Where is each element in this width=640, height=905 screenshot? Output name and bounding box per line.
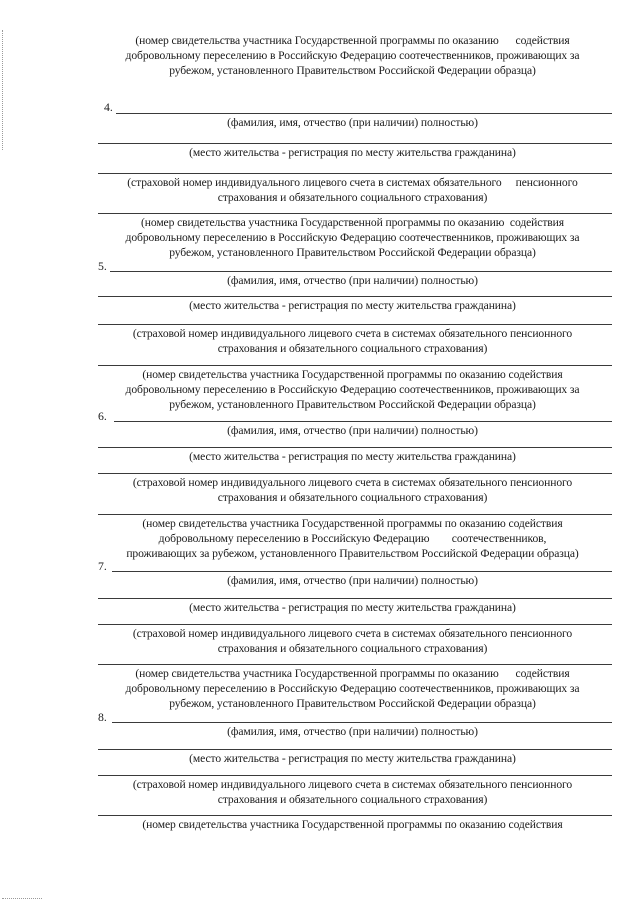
certificate-caption-line: добровольному переселению в Российскую Федерацию соотечественников, проживающих за — [125, 682, 580, 695]
certificate-caption-line: (номер свидетельства участника Государственной программы по оказанию содействия — [135, 34, 570, 47]
snils-caption-line: страхования и обязательного социального страхования) — [217, 491, 488, 504]
residence-caption: (место жительства - регистрация по месту жительства гражданина) — [189, 146, 516, 159]
certificate-caption-line: рубежом, установленного Правительством Российской Федерации образца) — [169, 64, 536, 77]
snils-caption-line: (страховой номер индивидуального лицевого счета в системах обязательного пенсионного — [132, 327, 573, 340]
snils-caption-line: (страховой номер индивидуального лицевого счета в системах обязательного пенсионного — [127, 176, 578, 189]
fio-caption: (фамилия, имя, отчество (при наличии) полностью) — [227, 424, 478, 437]
fio-caption: (фамилия, имя, отчество (при наличии) полностью) — [227, 574, 478, 587]
snils-caption-line: страхования и обязательного социального страхования) — [217, 642, 488, 655]
fio-caption: (фамилия, имя, отчество (при наличии) полностью) — [227, 116, 478, 129]
fio-fill-line — [116, 113, 612, 114]
snils-caption-line: страхования и обязательного социального страхования) — [217, 342, 488, 355]
residence-fill-line — [98, 598, 612, 599]
certificate-caption-line: добровольному переселению в Российскую Федерацию соотечественников, проживающих за — [125, 231, 580, 244]
certificate-fill-line — [98, 664, 612, 665]
residence-fill-line — [98, 296, 612, 297]
snils-caption-line: страхования и обязательного социального страхования) — [217, 793, 488, 806]
scan-margin-mark — [2, 30, 6, 150]
residence-caption: (место жительства - регистрация по месту жительства гражданина) — [189, 450, 516, 463]
residence-fill-line — [98, 143, 612, 144]
certificate-caption-line: (номер свидетельства участника Государственной программы по оказанию содействия — [142, 818, 563, 831]
snils-caption-line: страхования и обязательного социального страхования) — [217, 191, 488, 204]
fio-fill-line — [110, 271, 612, 272]
fio-fill-line — [112, 571, 612, 572]
fio-fill-line — [114, 421, 612, 422]
certificate-fill-line — [98, 815, 612, 816]
fio-caption: (фамилия, имя, отчество (при наличии) полностью) — [227, 725, 478, 738]
residence-caption: (место жительства - регистрация по месту жительства гражданина) — [189, 601, 516, 614]
certificate-caption-line: добровольному переселению в Российскую Федерацию соотечественников, проживающих за — [125, 49, 580, 62]
residence-fill-line — [98, 749, 612, 750]
snils-caption-line: (страховой номер индивидуального лицевого счета в системах обязательного пенсионного — [132, 778, 573, 791]
residence-caption: (место жительства - регистрация по месту жительства гражданина) — [189, 752, 516, 765]
snils-fill-line — [98, 775, 612, 776]
fio-caption: (фамилия, имя, отчество (при наличии) полностью) — [227, 274, 478, 287]
snils-fill-line — [98, 324, 612, 325]
certificate-fill-line — [98, 514, 612, 515]
item-number: 4. — [104, 100, 113, 114]
certificate-caption-line: (номер свидетельства участника Государственной программы по оказанию содействия — [142, 368, 563, 381]
certificate-caption-line: добровольному переселению в Российскую Федерацию соотечественников, — [158, 532, 547, 545]
certificate-caption-line: проживающих за рубежом, установленного Правительством Российской Федерации образца) — [126, 547, 579, 560]
snils-caption-line: (страховой номер индивидуального лицевого счета в системах обязательного пенсионного — [132, 627, 573, 640]
item-number: 6. — [98, 409, 107, 423]
snils-caption-line: (страховой номер индивидуального лицевого счета в системах обязательного пенсионного — [132, 476, 573, 489]
residence-fill-line — [98, 447, 612, 448]
certificate-caption-line: (номер свидетельства участника Государственной программы по оказанию содействия — [142, 517, 563, 530]
certificate-caption-line: (номер свидетельства участника Государственной программы по оказанию содействия — [135, 667, 570, 680]
snils-fill-line — [98, 624, 612, 625]
scan-footer-mark — [2, 898, 42, 899]
certificate-caption-line: рубежом, установленного Правительством Российской Федерации образца) — [169, 697, 536, 710]
certificate-fill-line — [98, 365, 612, 366]
certificate-caption-line: добровольному переселению в Российскую Федерацию соотечественников, проживающих за — [125, 383, 580, 396]
fio-fill-line — [112, 722, 612, 723]
item-number: 7. — [98, 559, 107, 573]
certificate-caption-line: рубежом, установленного Правительством Российской Федерации образца) — [169, 398, 536, 411]
certificate-caption-line: (номер свидетельства участника Государственной программы по оказанию содействия — [140, 216, 565, 229]
certificate-caption-line: рубежом, установленного Правительством Российской Федерации образца) — [169, 246, 536, 259]
item-number: 8. — [98, 710, 107, 724]
snils-fill-line — [98, 473, 612, 474]
certificate-fill-line — [98, 213, 612, 214]
item-number: 5. — [98, 259, 107, 273]
snils-fill-line — [98, 173, 612, 174]
residence-caption: (место жительства - регистрация по месту жительства гражданина) — [189, 299, 516, 312]
